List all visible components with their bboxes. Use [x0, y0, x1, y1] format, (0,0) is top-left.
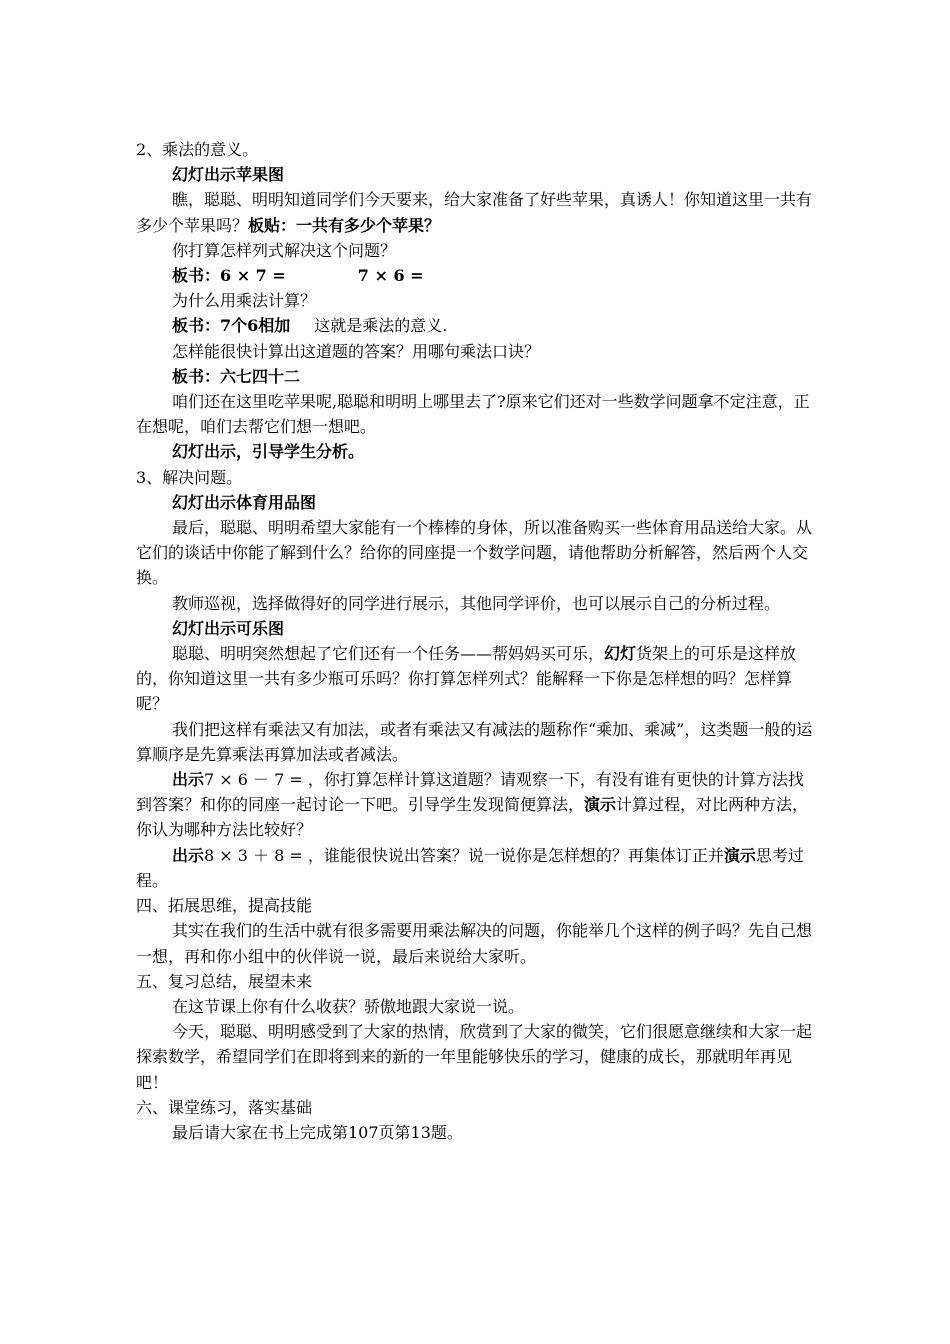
equation-1: 板书：6 × 7 = [172, 266, 286, 286]
paragraph-fast: 怎样能很快计算出这道题的答案？用哪句乘法口诀？ [172, 341, 541, 361]
demo-keyword: 演示 [723, 845, 756, 865]
show-keyword: 出示 [172, 845, 205, 865]
slide-note-apples: 幻灯出示苹果图 [172, 165, 285, 185]
paragraph-text: 聪聪、明明突然想起了它们还有一个任务——帮妈妈买可乐， [172, 644, 605, 664]
paragraph-transition: 咱们还在这里吃苹果呢,聪聪和明明上哪里去了?原来它们还对一些数学问题拿不定注意，正在想呢，咱们去帮它们想一想吧。 [136, 392, 810, 437]
board-meaning [136, 313, 816, 338]
paragraph-text: 货架上的可乐是这样放的，你知道这里一共有多少瓶可乐吗？你打算怎样列式？能解释一下你是怎样想的吗？怎样算呢？ [136, 644, 797, 714]
board-note: 板贴：一共有多少个苹果？ [248, 215, 441, 235]
slide-keyword: 幻灯 [604, 644, 637, 664]
paragraph-sports: 最后，聪聪、明明希望大家能有一个棒棒的身体，所以准备购买一些体育用品送给大家。从它们的谈话中你能了解到什么？给你的同座提一个数学问题，请他帮助分析解答，然后两个人交换。 [136, 518, 813, 588]
board-equations [136, 263, 816, 288]
section-heading-meaning: 2、乘法的意义。 [136, 140, 259, 159]
paragraph-show-1 [136, 767, 816, 843]
slide-note-cola: 幻灯出示可乐图 [172, 618, 285, 638]
paragraph-text: 思考过程。 [136, 845, 804, 890]
section-heading-solve: 3、解决问题。 [136, 467, 243, 487]
paragraph-text: 瞧，聪聪、明明知道同学们今天要来，给大家准备了好些苹果，真诱人！你知道这里一共有多少个苹果吗？ [136, 190, 813, 235]
paragraph-cola [136, 641, 816, 717]
paragraph-practice: 最后请大家在书上完成第107页第13题。 [172, 1122, 463, 1142]
equation-2: 7 × 6 = [357, 266, 424, 286]
demo-keyword: 演示 [584, 795, 617, 815]
paragraph-apples [136, 187, 816, 237]
paragraph-question: 你打算怎样列式解决这个问题？ [172, 240, 397, 260]
show-keyword: 出示 [172, 770, 205, 790]
document-page [136, 137, 816, 1145]
paragraph-text: 这就是乘法的意义. [314, 316, 448, 336]
board-rhyme: 板书：六七四十二 [172, 366, 301, 386]
section-heading-review: 五、复习总结，展望未来 [136, 971, 313, 991]
paragraph-text: 7 × 6 － 7 = ，你打算怎样计算这道题？请观察一下，有没有谁有更快的计算方法找到答案？和你的同座一起讨论一下吧。引导学生发现简便算法， [136, 770, 804, 815]
section-heading-practice: 六、课堂练习，落实基础 [136, 1097, 313, 1117]
paragraph-extend: 其实在我们的生活中就有很多需要用乘法解决的问题，你能举几个这样的例子吗？先自己想一想，再和你小组中的伙伴说一说，最后来说给大家听。 [136, 921, 813, 966]
paragraph-why: 为什么用乘法计算？ [172, 291, 317, 311]
paragraph-closing: 今天，聪聪、明明感受到了大家的热情，欣赏到了大家的微笑，它们很愿意继续和大家一起探索数学，希望同学们在即将到来的新的一年里能够快乐的学习，健康的成长，那就明年再见吧！ [136, 1022, 813, 1092]
slide-note-sports: 幻灯出示体育用品图 [172, 492, 317, 512]
paragraph-text: 计算过程，对比两种方法，你认为哪种方法比较好？ [136, 795, 809, 840]
paragraph-teacher: 教师巡视，选择做得好的同学进行展示，其他同学评价，也可以展示自己的分析过程。 [172, 593, 781, 613]
paragraph-order: 我们把这样有乘法又有加法，或者有乘法又有减法的题称作“乘加、乘减”，这类题一般的运算顺序是先算乘法再算加法或者减法。 [136, 719, 813, 764]
paragraph-show-2 [136, 843, 816, 893]
section-heading-extend: 四、拓展思维，提高技能 [136, 896, 313, 916]
board-note: 板书：7个6相加 [172, 316, 291, 336]
paragraph-review: 在这节课上你有什么收获？骄傲地跟大家说一说。 [172, 996, 525, 1016]
slide-note-guide: 幻灯出示，引导学生分析。 [172, 442, 365, 462]
paragraph-text: 8 × 3 ＋ 8 = ，谁能很快说出答案？说一说你是怎样想的？再集体订正并 [204, 845, 724, 865]
